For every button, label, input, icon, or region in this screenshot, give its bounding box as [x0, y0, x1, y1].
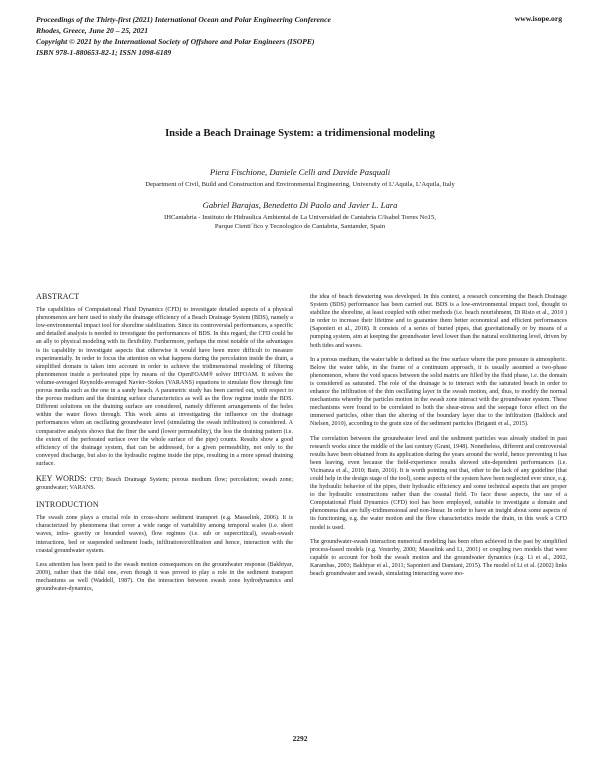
isbn-line: ISBN 978-1-880653-82-1; ISSN 1098-6189 [36, 48, 172, 57]
affiliation-1: Department of Civil, Build and Construction and Environmental Engineering, University of L’Aquila, L’Aquila, Italy [145, 181, 455, 188]
abstract-text: The capabilities of Computational Fluid Dynamics (CFD) to investigate detailed aspects of a physical phenomenon are here used to study the drainage efficiency of a Beach Drainage System (BDS), namely a low-environmental impact tool for shoreline stabilization. Since its controversial performances, a specific and detailed analysis is needed to investigate the performances of BDS. In this regard, the CFD could be an ally to physical modeling with its flexibility. Furthermore, perhaps the most notable of the advantages is its capability to investigate aspects that otherwise it would have been more difficult to measure experimentally. In order to focus the attention on what happens during the percolation inside the drain, a simplified domain is taken into account in order to achieve the tridimensional modeling of filtering phenomenon inside a perforated pipe by means of the OpenFOAM® solver IHFOAM. It solves the volume-averaged Reynolds-averaged Navier–Stokes (VARANS) equations to simulate flow through fine porous media such as the one in a sandy beach. A parametric study has been carried out, with respect to the porous medium and the draining surface characteristics as well as the flow regime inside the BDS. Different solutions on the draining surface are considered, namely different arrangements of the holes within the water flows through. This work aims at investigating the influence on the drainage performances when an oscillating groundwater level (simulating the swash infiltration) is considered. A comparative analysis shows that the finer the sand (lower permeability), the less the draining pattern (i.e. the extent of the perforated surface over the whole surface of the pipe) counts. Results show a good efficiency of the drainage system, that can be addressed, for a given permeability, not only to the conveyed discharge, but also to the hydraulic regime inside the pipe, resulting in a more spread draining surface. [36, 307, 293, 467]
keywords-label: KEY WORDS: [36, 473, 87, 483]
isope-url-link[interactable]: www.isope.org [514, 14, 562, 23]
affiliation-2-line-2: Parque Cienti´fico y Tecnologico de Cantabria, Santander, Spain [214, 223, 386, 230]
authors-group-2: Gabriel Barajas, Benedetto Di Paolo and Javier L. Lara [202, 200, 398, 210]
conference-location-line: Rhodes, Greece, June 20 – 25, 2021 [36, 26, 149, 35]
keywords [36, 475, 293, 492]
body-paragraph-2: In a porous medium, the water table is defined as the free surface where the pore pressure is atmospheric. Below the water table, in the frame of a continuum approach, it is usually assumed a two-phase phenomenon, where the void spaces between the solid matrix are filled by the fluid phase, i.e. the domain is considered as saturated. The role of the drainage is to interact with the saturated beach in order to enhance the infiltration of the thin oscillating layer in the swash motion, and, thus, to modify the normal mechanisms whereby the particles motion in the swash zone interact with the groundwater system. These mechanisms were found to be correlated to both the shear-stress and the seepage force effect on the immersed particles, other than the altering of the boundary layer due to the infiltration (Baldock and Nielsen, 2010), according to the grain size of the sediment particles (Briganti et al., 2015). [310, 356, 567, 428]
copyright-line: Copyright © 2021 by the International Society of Offshore and Polar Engineers (ISOPE) [36, 37, 315, 46]
conference-title-line: Proceedings of the Thirty-first (2021) International Ocean and Polar Engineering Conference [36, 15, 331, 24]
page-number: 2292 [292, 734, 308, 743]
paper-title: Inside a Beach Drainage System: a tridimensional modeling [165, 128, 435, 139]
keywords-text: CFD; Beach Drainage System; porous medium flow; percolation; swash zone; groundwater; VARANS. [36, 476, 293, 492]
introduction-paragraph-2: Less attention has been paid to the swash motion consequences on the groundwater response (Bakhtyar, 2009), rather than the tidal one, even though it was proved to play a role in the sediment transport mechanisms as well (Waddell, 1987). On the interaction between swash zone hydrodynamics and groundwater-dynamics, [36, 561, 293, 592]
body-paragraph-3: The correlation between the groundwater level and the sediment particles was already studied in past research works since the middle of the last century (Grant, 1948). Nonetheless, different and controversial results have been obtained from its application during the years around the world, hence preventing it has been leaving, even because the field-experience results showed site-dependent performances (i.e. Vicinanza et al., 2010; Bain, 2016). It is worth pointing out that, other to the lack of any guideline (that could help in the design stage of the tool), some aspects of the system have been neglected ever since, e.g. the hydraulic behavior of the pipes, their hydraulic efficiency and some technical aspects that are proper to the hydraulic constructions rather than the coastal field. To face these aspects, the use of a Computational Fluid Dynamics (CFD) tool has been employed, suitable to investigate a domain and phenomena that are fully-tridimensional and non-linear. In order to have an insight about some aspects of its functioning, e.g. the water motion and the flow characteristics inside the drain, in this work a CFD model is used. [310, 435, 567, 531]
left-column [36, 293, 293, 599]
body-paragraph-4: The groundwater-swash interaction numerical modeling has been often achieved in the past by simplified process-based models (e.g. Vesterby, 2000; Masselink and Li, 2001) or coupling two models that were capable to account for both the swash motion and the groundwater dynamics (e.g. Li et al., 2002, Karambas, 2003; Bakhtyar et al., 2011; Saponieri and Damiani, 2015). The model of Li et al. (2002) links beach groundwater and swash, simulating interacting wave mo- [310, 538, 567, 577]
body-paragraph-1: the idea of beach dewatering was developed. In this context, a research concerning the Beach Drainage System (BDS) performance has been carried out. BDS is a low-environmental impact tool, thought to stabilize the shoreline, at least coupled with other methods (i.e. beach nourishment, Di Risio et al., 2010 ) in order to increase their lifetime and to guarantee them better economical and efficient performances (Saponieri et al., 2018). It consists of a series of buried pipes, that gravitationally or by means of a pumping system, aim at keeping the groundwater level lower than the natural ecolittering level, driven by both tides and waves. [310, 294, 567, 349]
introduction-paragraph-1: The swash zone plays a crucial role in cross-shore sediment transport (e.g. Masselink, 2006). It is characterized by phenomena that cover a wide range of variability among temporal scales (i.e. short waves, infra- gravity or bounded waves), flow regimes (i.e. sub or supercritical), swash-swash interactions, bed or suspended sediment loads, infiltration/exfiltration and hence, interaction with the coastal groundwater system. [36, 515, 293, 554]
conference-header [36, 14, 564, 58]
abstract-heading: ABSTRACT [36, 292, 80, 301]
introduction-heading: INTRODUCTION [36, 500, 99, 510]
authors-group-1: Piera Fischione, Daniele Celli and Davide Pasquali [209, 167, 391, 177]
affiliation-2-line-1: IHCantabria - Instituto de Hidraulica Ambiental de La Universidad de Cantabria C/Isabel Torres No15, [164, 214, 436, 221]
right-column [310, 293, 567, 584]
